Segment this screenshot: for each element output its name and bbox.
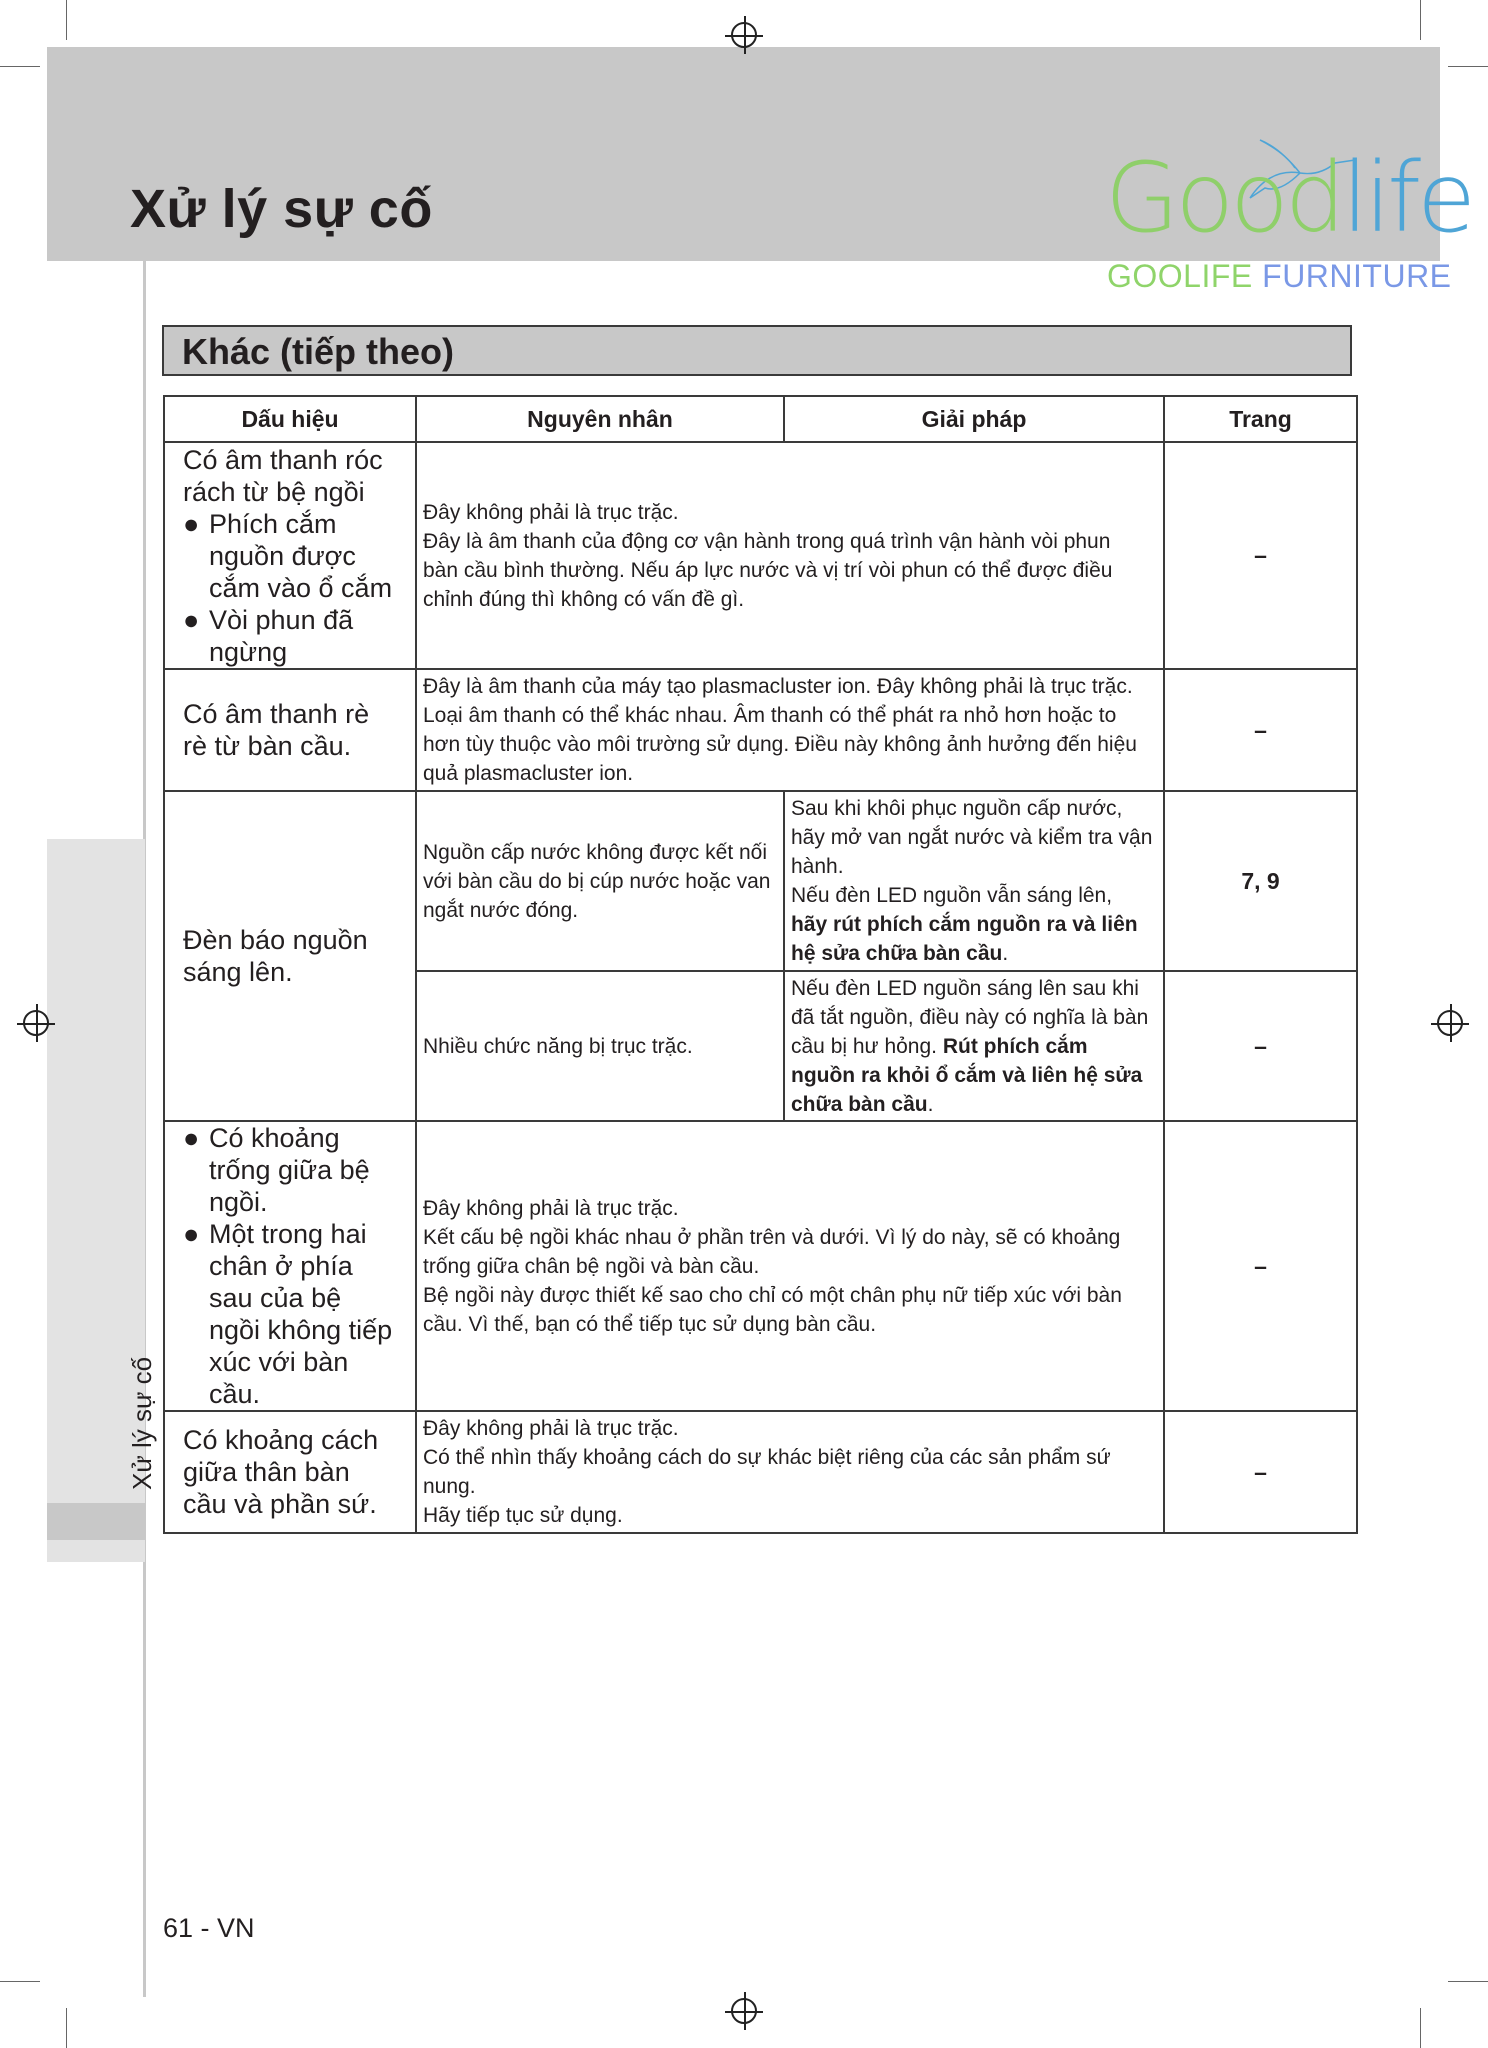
cell-text: Có thể nhìn thấy khoảng cách do sự khác biệt riêng của các sản phẩm sứ nung. xyxy=(423,1446,1111,1498)
page-title: Xử lý sự cố xyxy=(130,179,433,239)
cell-text: Nếu đèn LED nguồn vẫn sáng lên, xyxy=(791,884,1113,907)
cause-solution-cell: Đây là âm thanh của máy tạo plasmacluster ion. Đây không phải là trục trặc. Loại âm thanh có thể khác nhau. Âm thanh có thể phát ra nhỏ hơn hoặc to hơn tùy thuộc vào môi trường sử dụng. Điều này không ảnh hưởng đến hiệu quả plasmacluster ion. xyxy=(416,669,1164,791)
punct: . xyxy=(1002,942,1009,965)
logo-sub-furniture: FURNITURE xyxy=(1262,258,1452,294)
cell-text: Nếu đèn LED nguồn sáng lên sau khi đã tắt nguồn, điều này có nghĩa là bàn cầu bị hư hỏng. xyxy=(791,976,1149,1058)
crop-mark xyxy=(1420,2008,1421,2048)
cause-solution-cell xyxy=(416,442,1164,669)
logo-word-good: Good xyxy=(1105,142,1342,254)
solution-cell xyxy=(784,971,1164,1121)
page-cell: – xyxy=(1164,1411,1357,1533)
section-title: Khác (tiếp theo) xyxy=(162,325,1352,376)
side-tab-label: Xử lý sự cố xyxy=(127,1356,157,1490)
header-page: Trang xyxy=(1164,396,1357,442)
bullet-text: Vòi phun đã ngừng xyxy=(209,604,354,667)
goodlife-logo xyxy=(1105,130,1472,294)
table-row xyxy=(164,1411,1357,1533)
side-tab-marker xyxy=(47,1503,145,1540)
cause-solution-cell xyxy=(416,1121,1164,1411)
header-solution: Giải pháp xyxy=(784,396,1164,442)
symptom-cell xyxy=(164,1121,416,1411)
page-number: 61 - VN xyxy=(163,1913,255,1943)
page-cell: – xyxy=(1164,971,1357,1121)
cell-text: Đây không phải là trục trặc. xyxy=(423,1417,679,1440)
table-row xyxy=(164,669,1357,791)
registration-mark-icon xyxy=(23,1010,49,1036)
table-row xyxy=(164,1121,1357,1411)
cell-text: Hãy tiếp tục sử dụng. xyxy=(423,1504,623,1527)
bullet-text: Phích cắm nguồn được cắm vào ổ cắm xyxy=(209,508,393,603)
cell-text: Đây không phải là trục trặc. xyxy=(423,500,679,524)
bullet-item: ● Có khoảng trống giữa bệ ngồi. xyxy=(183,1122,397,1218)
symptom-text: Có âm thanh róc rách từ bệ ngồi xyxy=(183,444,383,507)
registration-mark-icon xyxy=(731,22,757,48)
logo-word-life: life xyxy=(1341,142,1472,254)
page-cell: – xyxy=(1164,1121,1357,1411)
crop-mark xyxy=(0,1981,40,1982)
table-header-row xyxy=(164,396,1357,442)
crop-mark xyxy=(1448,1981,1488,1982)
punct: . xyxy=(927,1092,934,1116)
cell-text: Kết cấu bệ ngồi khác nhau ở phần trên và dưới. Vì lý do này, sẽ có khoảng trống giữa chân bệ ngồi và bàn cầu. xyxy=(423,1225,1121,1278)
page-cell: – xyxy=(1164,442,1357,669)
symptom-cell: Có khoảng cách giữa thân bàn cầu và phần sứ. xyxy=(164,1411,416,1533)
table-row xyxy=(164,442,1357,669)
table-row xyxy=(164,791,1357,971)
page-cell: 7, 9 xyxy=(1164,791,1357,971)
cell-text: Đây không phải là trục trặc. xyxy=(423,1196,679,1220)
bold-instruction: Rút phích cắm nguồn ra khỏi ổ cắm và liên hệ sửa chữa bàn cầu xyxy=(791,1034,1143,1116)
bullet-item: ● Một trong hai chân ở phía sau của bệ ngồi không tiếp xúc với bàn cầu. xyxy=(183,1218,397,1410)
logo-sub-goolife: GOOLIFE xyxy=(1107,258,1253,294)
bullet-item: ● Vòi phun đã ngừng xyxy=(183,604,397,668)
bullet-text: Có khoảng trống giữa bệ ngồi. xyxy=(209,1123,370,1217)
cause-cell: Nhiều chức năng bị trục trặc. xyxy=(416,971,784,1121)
header-cause: Nguyên nhân xyxy=(416,396,784,442)
bullet-item: ● Phích cắm nguồn được cắm vào ổ cắm xyxy=(183,508,397,604)
header-symptom: Dấu hiệu xyxy=(164,396,416,442)
page-cell: – xyxy=(1164,669,1357,791)
crop-mark xyxy=(1448,66,1488,67)
solution-cell xyxy=(784,791,1164,971)
cell-text: Đây là âm thanh của động cơ vận hành trong quá trình vận hành vòi phun bàn cầu bình thường. Nếu áp lực nước và vị trí vòi phun có thể được điều chỉnh đúng thì không có vấn đề gì. xyxy=(423,529,1113,611)
bullet-text: Một trong hai chân ở phía sau của bệ ngồi không tiếp xúc với bàn cầu. xyxy=(209,1219,393,1409)
bold-instruction: hãy rút phích cắm nguồn ra và liên hệ sửa chữa bàn cầu xyxy=(791,913,1138,965)
crop-mark xyxy=(0,66,40,67)
cell-text: Sau khi khôi phục nguồn cấp nước, hãy mở van ngắt nước và kiểm tra vận hành. xyxy=(791,797,1153,878)
symptom-cell xyxy=(164,442,416,669)
cause-solution-cell xyxy=(416,1411,1164,1533)
crop-mark xyxy=(1420,0,1421,40)
troubleshooting-table xyxy=(163,395,1358,1534)
cause-cell: Nguồn cấp nước không được kết nối với bàn cầu do bị cúp nước hoặc van ngắt nước đóng. xyxy=(416,791,784,971)
symptom-cell: Đèn báo nguồn sáng lên. xyxy=(164,791,416,1121)
symptom-cell: Có âm thanh rè rè từ bàn cầu. xyxy=(164,669,416,791)
cell-text: Bệ ngồi này được thiết kế sao cho chỉ có một chân phụ nữ tiếp xúc với bàn cầu. Vì thế, bạn có thể tiếp tục sử dụng bàn cầu. xyxy=(423,1283,1122,1336)
registration-mark-icon xyxy=(1437,1010,1463,1036)
cell-text xyxy=(791,910,1157,968)
crop-mark xyxy=(66,2008,67,2048)
crop-mark xyxy=(66,0,67,40)
registration-mark-icon xyxy=(731,1998,757,2024)
